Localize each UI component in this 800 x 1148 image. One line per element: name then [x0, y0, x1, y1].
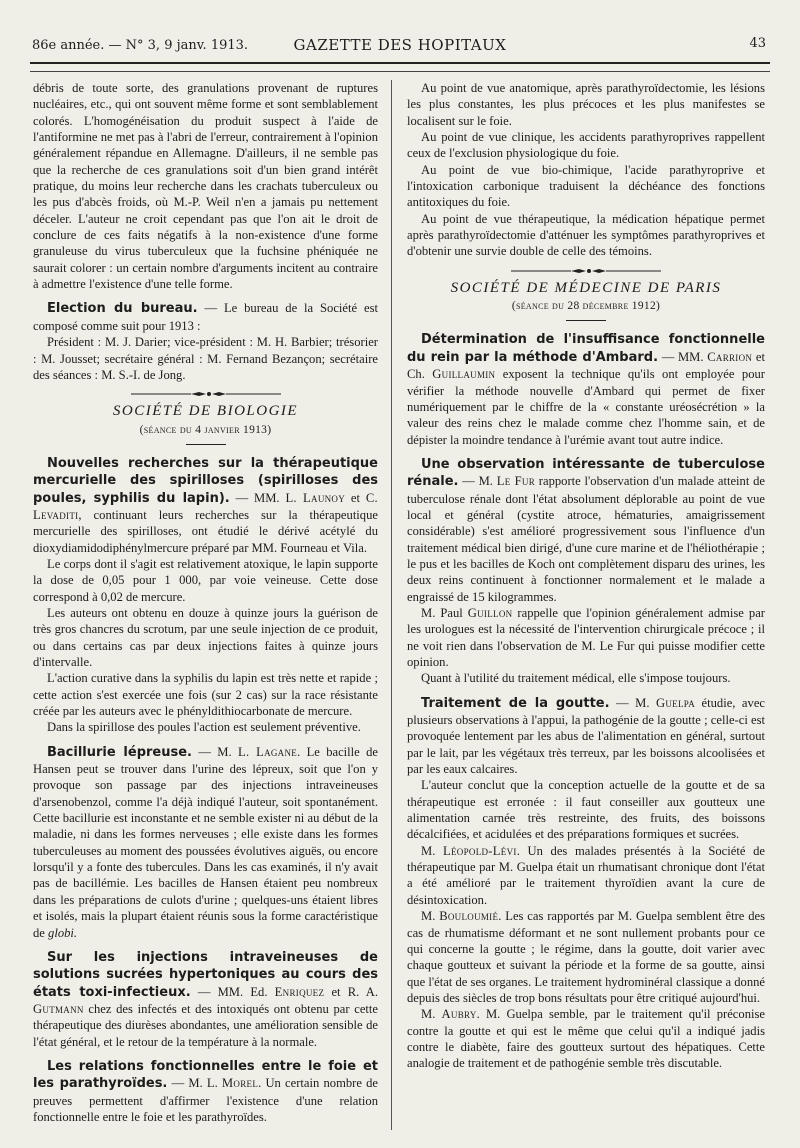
ornament-divider-icon [131, 391, 281, 397]
column-divider [391, 80, 392, 1130]
author-name: Aubry [441, 1007, 477, 1022]
society-title: SOCIÉTÉ DE MÉDECINE DE PARIS [450, 279, 722, 296]
paragraph: Au point de vue thérapeutique, la médication hépatique permet après parathyroïdectomie d'atténuer les symptômes parathyroprives et d'obtenir une survie double de celle des témoins. [407, 211, 765, 259]
article-paragraph: Traitement de la goutte. — M. Guelpa étudie, avec plusieurs observations à l'appui, la pathogénie de la goutte ; celle-ci est provoquée lentement par les abus de l'alimentation en général, surtout par le lait, par les végétaux très terreux, par les boissons alcoolisées et par les eaux calcaires. [407, 695, 766, 777]
section-heading: Bacillurie lépreuse. [47, 744, 192, 760]
election-paragraph: Election du bureau. — Le bureau de la Société est composé comme suit pour 1913 : [33, 301, 378, 333]
paragraph: Quant à l'utilité du traitement médical, elle s'impose toujours. [421, 671, 731, 686]
session-date: (séance du 28 décembre 1912) [511, 300, 661, 313]
article-paragraph: Sur les injections intraveineuses de solutions sucrées hypertoniques au cours des états toxi-infectieux. — MM. Ed. Enriquez et R. A. Gutmann chez des infectés et des intoxiqués ont obtenu par cette thérapeutique des diurèses abondantes, une amélioration sensible de l'état général, et le retour de la température à la normale. [33, 949, 378, 1049]
paragraph: M. Aubry. M. Guelpa semble, par le traitement qu'il préconise contre la goutte et qui est le même que celui qu'il a indiqué jadis contre le diabète, faire des goutteux surtout des hépatiques. Cette analogie de traitement et de pathogénie semble très discutable. [407, 1007, 765, 1071]
article-paragraph: Les relations fonctionnelles entre le foie et les parathyroïdes. — M. L. Morel. Un certain nombre de preuves permettent d'affirmer l'existence d'une relation fonctionnelle entre le foie et les parathyroïdes. [33, 1058, 379, 1124]
author-name: Carrion [707, 349, 753, 364]
issue-line: 86e année. — N° 3, 9 janv. 1913. [32, 38, 249, 53]
author-name: L. Launoy [285, 490, 346, 505]
author-name: Bouloumié [439, 909, 499, 924]
paragraph: Les auteurs ont obtenu en douze à quinze jours la guérison de très gros chancres du scrotum, par une seule injection de ce produit, ou dans certains cas par deux injections faites à quinze jours d'intervalle. [33, 605, 378, 669]
ornament-divider-icon [511, 268, 661, 274]
section-heading: Election du bureau. [47, 301, 198, 317]
paragraph: Au point de vue anatomique, après parathyroïdectomie, les lésions les plus constantes, les plus précoces et les plus manifestes se localisent sur le foie. [407, 81, 765, 128]
section-heading: Détermination de l'insuffisance fonctionnelle du rein par la méthode d'Ambard. [407, 332, 765, 365]
paragraph: M. Léopold-Lévi. Un des malades présentés à la Société de thérapeutique par M. Guelpa était un rhumatisant chronique dont l'état a été amélioré par le traitement thyroïdien avant la cure de désintoxication. [407, 843, 765, 907]
author-name: Guelpa [655, 695, 696, 710]
paragraph: M. Bouloumié. Les cas rapportés par M. Guelpa semblent être des cas de rhumatisme déformant et ne sont nullement probants pour ce qui concerne la goutte ; le régime, dans la goutte, doit varier avec chaque goutteux et suivant la période et la forme de sa goutte, ainsi que l'état de ses organes. Le traitement hydrominéral classique a donné depuis des siècles de trop bons résultats pour être critiqué aujourd'hui. [407, 909, 765, 1005]
author-name: Gutmann [33, 1001, 84, 1016]
article-paragraph: Une observation intéressante de tuberculose rénale. — M. Le Fur rapporte l'observation d'un malade atteint de tuberculose rénale dont l'état absolument déplorable au point de vue local et général (cystite atroce, hématuries, amaigrissement considérable) s'est amélioré progressivement sous l'influence d'un traitement médical bien dirigé, d'une cure marine et de l'héliothérapie ; le pus et les bacilles de Koch ont complètement disparu des urines, les deux reins continuent à fonctionner normalement et le malade a engraissé de 15 kilogrammes. [407, 456, 765, 604]
paragraph: Le corps dont il s'agit est relativement atoxique, le lapin supporte la dose de 0,05 pour 1 000, par voie veineuse. Cette dose correspond à 0,02 de mercure. [33, 556, 378, 604]
paragraph: L'action curative dans la syphilis du lapin est très nette et rapide ; cette action s'est exercée une fois (sur 2 cas) sur la race résistante créée par les auteurs avec le phényldithiocarbonate de mercure. [33, 671, 378, 719]
author-name: Guillaumin [432, 367, 496, 382]
article-paragraph: Détermination de l'insuffisance fonctionnelle du rein par la méthode d'Ambard. — MM. Carrion et Ch. Guillaumin exposent la technique qu'ils ont employée pour vérifier la méthode nouvelle d'Ambard qui permet de fixer numériquement par le chiffre de la « constante uréosécrétion » la valeur des reins chez le malade comme chez l'homme sain, et de dépister la moindre tendance à l'urémie avant tout autre indice. [407, 332, 765, 447]
left-column [33, 80, 378, 1125]
section-heading: Traitement de la goutte. [421, 695, 610, 711]
short-rule [566, 320, 606, 321]
author-name: Enriquez [274, 984, 325, 999]
page-header [30, 30, 770, 62]
paragraph: L'auteur conclut que la conception actuelle de la goutte et de sa thérapeutique est erronée : il faut conseiller aux goutteux une alimentation carnée très restreinte, des fruits, des boissons décalcifiées, et acidulées et des préparations formiques et sucrées. [407, 778, 765, 842]
section-heading: Sur les injections intraveineuses de solutions sucrées hypertoniques au cours des états toxi-infectieux. [33, 949, 378, 1000]
article-paragraph: Nouvelles recherches sur la thérapeutique mercurielle des spirilloses (spirilloses des poules, syphilis du lapin). — MM. L. Launoy et C. Levaditi, continuant leurs recherches sur la thérapeutique mercurielle des spirilloses, ont étudié le dérivé acétylé du dioxydiamidodiphénylmercure préparé par MM. Fourneau et Vila. [33, 455, 378, 555]
session-date: (séance du 4 janvier 1913) [139, 423, 272, 436]
right-column [407, 80, 765, 1072]
paragraph: M. Paul Guillon rappelle que l'opinion généralement admise par les urologues est la nécessité de l'intervention chirurgicale précoce ; il ne voit rien dans l'observation de M. Le Fur qui puisse modifier cette opinion. [407, 605, 765, 669]
author-name: Léopold-Lévi [443, 843, 517, 858]
paragraph: Dans la spirillose des poules l'action est seulement préventive. [47, 720, 361, 735]
paragraph: Au point de vue clinique, les accidents parathyroprives rappellent ceux de l'exclusion physiologique du foie. [407, 130, 765, 161]
section-heading: Une observation intéressante de tuberculose rénale. [407, 456, 765, 490]
author-name: Morel [221, 1076, 259, 1091]
society-title: SOCIÉTÉ DE BIOLOGIE [112, 403, 299, 420]
author-name: L. Lagane [237, 744, 298, 759]
header-rule-thin [30, 71, 770, 72]
section-heading: Les relations fonctionnelles entre le foie et les parathyroïdes. [33, 1058, 378, 1092]
header-rule-thick [30, 62, 770, 64]
paragraph: débris de toute sorte, des granulations provenant de ruptures nucléaires, etc., qui ont souvent même forme et sont semblablement colorés. L'homogénéisation du produit suspect à l'aide de l'antiformine ne met pas à l'abri de l'erreur, contrairement à l'opinion généralement répandue en Allemagne. D'ailleurs, il ne semble pas que la recherche de ces granulations soit d'un bien grand intérêt pratique, du moins leur recherche dans les crachats tuberculeux ou les pus d'abcès froids, où M.-P. Weil n'en a jamais pu nettement déceler. L'auteur ne croit cependant pas que l'on ait le droit de conclure de ces faits négatifs à la non-existence d'une forme granuleuse du virus tuberculeux que la fuchsine phéniquée ne saurait colorer : un certain nombre d'arguments incitent au contraire à admettre l'existence d'une telle forme. [33, 81, 378, 292]
section-heading: Nouvelles recherches sur la thérapeutique mercurielle des spirilloses (spirilloses des poules, syphilis du lapin). [33, 455, 378, 506]
paragraph: Au point de vue bio-chimique, l'acide parathyroprive et l'intoxication carbonique traduisent la déchéance des fonctions antitoxiques du foie. [407, 162, 765, 210]
article-paragraph: Bacillurie lépreuse. — M. L. Lagane. Le bacille de Hansen peut se trouver dans l'urine des lépreux, soit que l'on y provoque son passage par des injections intraveineuses d'arsenobenzol, comme l'a déjà indiqué l'auteur, soit spontanément. Cette bacillurie est inconstante et ne semble exister ni au début de la maladie, ni dans les formes nerveuses ; elle existe dans les formes tuberculeuses au moment des poussées évolutives aiguës, ou encore lorsqu'il y a fonte des tubercules. Dans les cas examinés, il n'y avait pas de bacillémie. Les bacilles de Hansen étaient peu nombreux dans les préparations de culots d'urine ; quelques-uns étaient libres et isolés, mais la plupart étaient réunis sous la forme caractéristique de globi. [33, 744, 379, 940]
election-members: Président : M. J. Darier; vice-président : M. H. Barbier; trésorier : M. Jousset; secrétaire général : M. Fernand Bezançon; secrétaire des séances : M. S.-I. de Jong. [33, 335, 378, 382]
author-name: Le Fur [496, 474, 536, 489]
author-name: C. Levaditi [33, 490, 378, 522]
journal-title: GAZETTE DES HOPITAUX [293, 36, 507, 54]
page-number: 43 [749, 36, 766, 51]
short-rule [186, 444, 226, 445]
author-name: Guillon [467, 605, 513, 620]
